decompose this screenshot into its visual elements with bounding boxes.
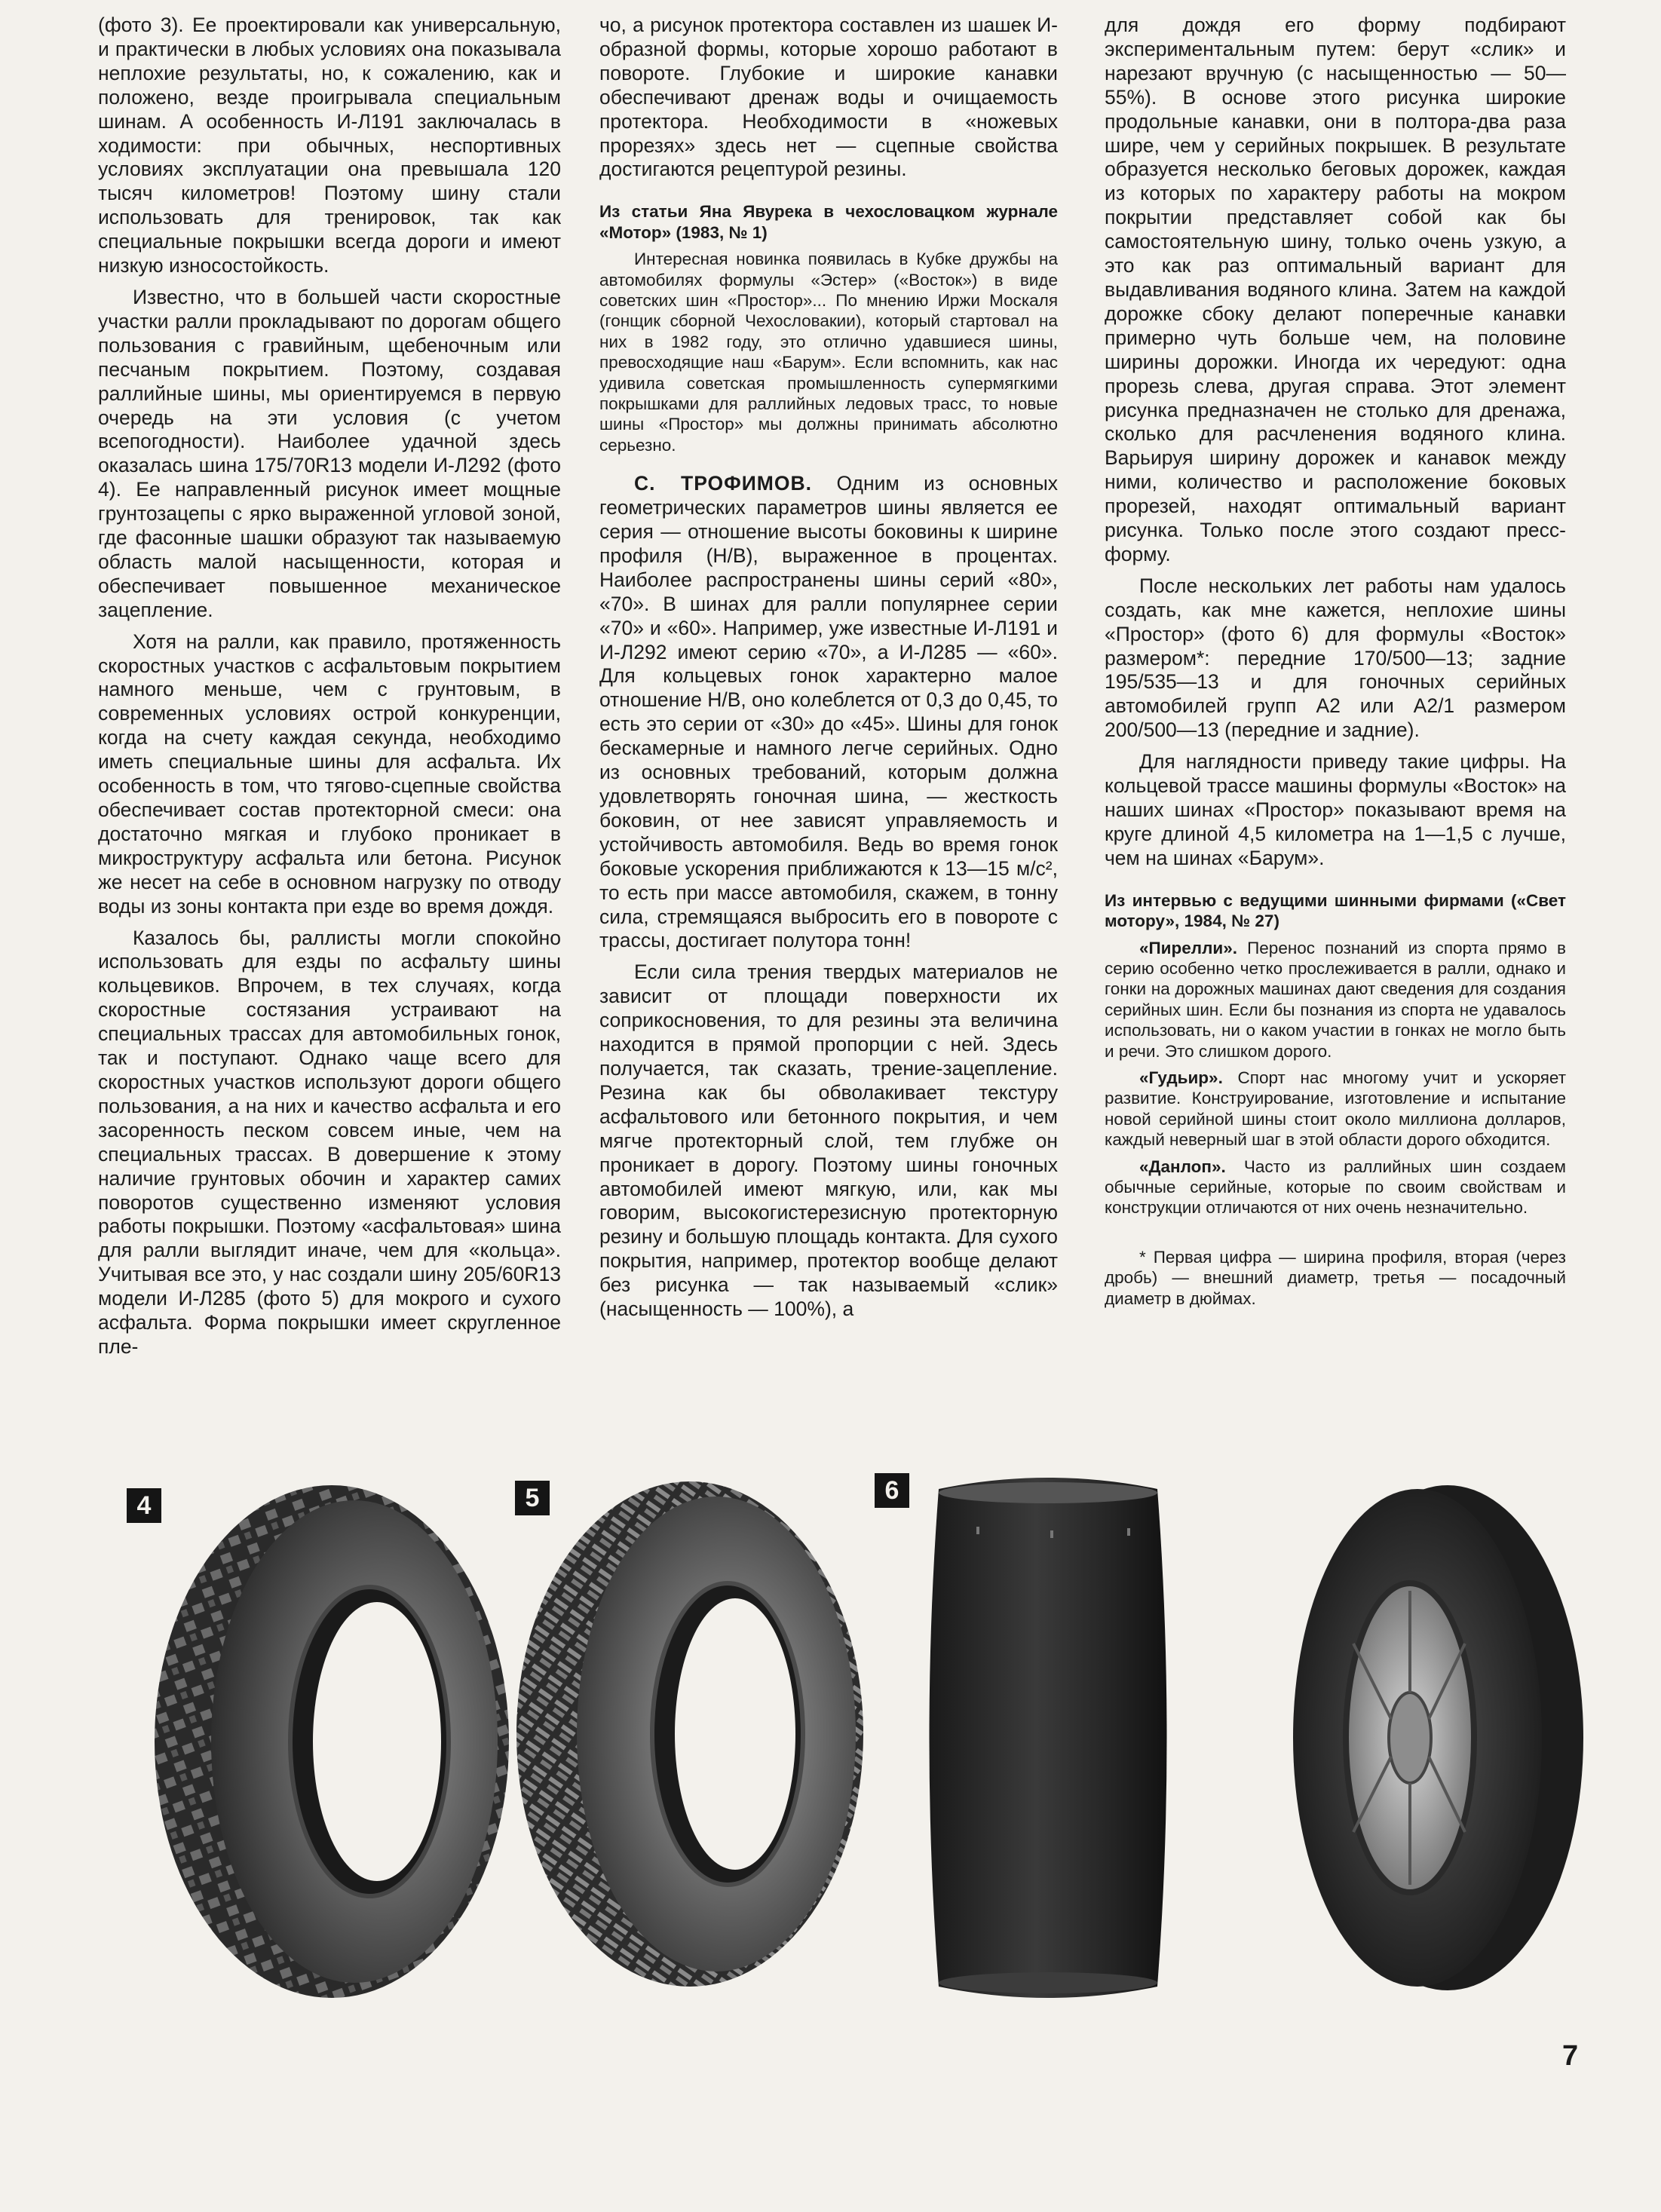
company-name: «Пирелли». (1139, 938, 1237, 957)
quote-paragraph (1105, 1157, 1566, 1218)
quote-text: Часто из раллийных шин создаем обычные серийные, которые по своим свойствам и конструкции отличаются от них очень незначительно. (1105, 1157, 1566, 1218)
source-heading: Из статьи Яна Явурека в чехословацком журнале «Мотор» (1983, № 1) (599, 202, 1058, 242)
company-name: «Гудьир». (1139, 1068, 1223, 1087)
paragraph: чо, а рисунок протектора составлен из шашек И-образной формы, которые хорошо работают в повороте. Глубокие и широкие канавки обеспечивают дренаж воды и очищаемость протектора. Необходимости в «ножевых прорезях» здесь нет — сцепные свойства достигаются рецептурой резины. (599, 14, 1058, 181)
source-heading: Из интервью с ведущими шинными фирмами («Свет мотору», 1984, № 27) (1105, 890, 1566, 931)
text-column-1 (98, 14, 561, 1359)
paragraph: Если сила трения твердых материалов не зависит от площади поверхности их соприкосновения, то для резины эта величина находится в прямой пропорции с ней. Здесь получается, так сказать, трение-зацепление. Резина как бы обволакивает текстуру асфальтового или бетонного покрытия, и чем мягче протекторный слой, тем глубже он проникает в дорогу. Поэтому шины гоночных автомобилей имеют мягкую, или, как мы говорим, высокогистерезисную протекторную резину и большую площадь контакта. Для сухого покрытия, например, протектор вообще делают без рисунка — так называемый «слик» (насыщенность — 100%), а (599, 960, 1058, 1321)
quote-text: Спорт нас многому учит и ускоряет развитие. Конструирование, изготовление и испытание новой серийной шины стоит около миллиона долларов, каждый неверный шаг в этой области дорого обходится. (1105, 1068, 1566, 1150)
photo-number-4: 4 (127, 1488, 161, 1523)
paragraph: Казалось бы, раллисты могли спокойно использовать для езды по асфальту шины кольцевиков. Впрочем, в тех случаях, когда скоростные состязания устраивают на специальных трассах для автомобильных гонок, так и поступают. Однако чаще всего для скоростных участков используют дороги общего пользования, а на них и качество асфальта и его засоренность песком совсем иные, чем на специальных трассах. В довершение к этому наличие грунтовых обочин и характер самих поворотов существенно изменяют условия работы покрышки. Поэтому «асфальтовая» шина для ралли выглядит иначе, чем для «кольца». Учитывая все это, у нас создали шину 205/60R13 модели И-Л285 (фото 5) для мокрого и сухого асфальта. Форма покрышки имеет скругленное пле- (98, 926, 561, 1358)
asphalt-tire-photo-5 (498, 1474, 875, 1994)
quote-paragraph: Интересная новинка появилась в Кубке дружбы на автомобилях формулы «Эстер» («Восток») в виде советских шин «Простор»... По мнению Иржи Москаля (гонщик сборной Чехословакии), который стартовал на них в 1982 году, это отлично удавшиеся шины, превосходящие наш «Барум». Если вспомнить, как нас удивила советская промышленность супермягкими покрышками для раллийных ледовых трасс, то новые шины «Простор» мы должны принимать абсолютно серьезно. (599, 250, 1058, 455)
paragraph: Известно, что в большей части скоростные участки ралли прокладывают по дорогам общего пользования с гравийным, щебеночным или песчаным покрытием. Поэтому, создавая раллийные шины, мы ориентируемся в первую очередь на эти условия (с учетом всепогодности). Наиболее удачной здесь оказалась шина 175/70R13 модели И-Л292 (фото 4). Ее направленный рисунок имеет мощные грунтозацепы с ярко выраженной угловой зоной, где фасонные шашки образуют так называемую область малой насыщенности, которая и обеспечивает повышенное механическое зацепление. (98, 285, 561, 621)
text-column-3 (1105, 14, 1566, 1309)
paragraph (599, 472, 1058, 953)
photo-number-6: 6 (875, 1473, 909, 1508)
paragraph: После нескольких лет работы нам удалось создать, как мне кажется, неплохие шины «Простор» (фото 6) для формулы «Восток» размером*: передние 170/500—13; задние 195/535—13 и для гоночных серийных автомобилей групп А2 или А2/1 размером 200/500—13 (передние и задние). (1105, 574, 1566, 742)
slick-tire-front-photo-6 (916, 1474, 1180, 2002)
footnote: * Первая цифра — ширина профиля, вторая (через дробь) — внешний диаметр, третья — посадочный диаметр в дюймах. (1105, 1247, 1566, 1308)
paragraph: для дождя его форму подбирают экспериментальным путем: берут «слик» и нарезают вручную (с насыщенностью — 50—55%). В основе этого рисунка широкие продольные канавки, они в полтора-два раза шире, чем у серийных покрышек. В результате образуется несколько беговых дорожек, каждая из которых по характеру работы на мокром покрытии представляет собой как бы самостоятельную шину, только очень узкую, а это как раз оптимальный вариант для выдавливания водяного клина. Затем на каждой дорожке сбоку делают поперечные канавки примерно чуть больше чем, на половине ширины дорожки. Иногда их чередуют: одна прорезь слева, другая справа. Этот элемент рисунка предназначен не столько для дренажа, сколько для расчленения водяного клина. Варьируя ширину дорожек и канавок между ними, количество и расположение боковых прорезей, находят оптимальный вариант рисунка. Только после этого создают пресс-форму. (1105, 14, 1566, 565)
rally-tire-photo-4 (128, 1478, 513, 2005)
paragraph: (фото 3). Ее проектировали как универсальную, и практически в любых условиях она показывала неплохие результаты, но, к сожалению, как и положено, везде проигрывала специальным шинам. А особенность И-Л191 заключалась в ходимости: при обычных, неспортивных условиях эксплуатации она превышала 120 тысяч километров! Поэтому шину стали использовать для тренировок, так как специальные покрышки всегда дороги и имеют низкую износостойкость. (98, 14, 561, 277)
text-column-2 (599, 14, 1058, 1322)
paragraph: Для наглядности приведу такие цифры. На кольцевой трассе машины формулы «Восток» на наших шинах «Простор» показывают время на круге длиной 4,5 километра на 1—1,5 с лучше, чем на шинах «Барум». (1105, 750, 1566, 869)
company-name: «Данлоп». (1139, 1157, 1226, 1176)
quote-paragraph (1105, 938, 1566, 1062)
quote-paragraph (1105, 1068, 1566, 1150)
paragraph-text: Одним из основных геометрических параметров шины является ее серия — отношение высоты боковины к ширине профиля (H/B), выраженное в процентах. Наиболее распространены шины серий «80», «70». В шинах для ралли популярнее серии «70» и «60». Например, уже известные И-Л191 и И-Л292 имеют серию «70», а И-Л285 — «60». Для кольцевых гонок характерно малое отношение H/B, оно колеблется от 0,3 до 0,45, то есть это серии от «30» до «45». Шины для гонок бескамерные и намного легче серийных. Одно из основных требований, которым должна удовлетворять гоночная шина, — жесткость боковин, от нее зависят управляемость и устойчивость автомобиля. Ведь во время гонок боковые ускорения приближаются к 13—15 м/с², то есть при массе автомобиля, скажем, в тонну сила, стремящаяся выбросить его в повороте с трассы, достигает полутора тонн! (599, 472, 1059, 952)
quote-text: Перенос познаний из спорта прямо в серию особенно четко прослеживается в ралли, однако и гонки на дорожных машинах дают сведения для создания серийных шин. Если бы познания из спорта не удавалось использовать, ни о каком участии в гонках не могло быть и речи. Это слишком дорого. (1105, 938, 1566, 1061)
photo-number-5: 5 (515, 1481, 550, 1515)
author-name: С. ТРОФИМОВ. (634, 472, 812, 495)
page-number: 7 (1562, 2040, 1579, 2072)
paragraph: Хотя на ралли, как правило, протяженность скоростных участков с асфальтовым покрытием намного меньше, чем с грунтовым, в современных условиях острой конкуренции, когда на счету каждая секунда, необходимо иметь специальные шины для асфальта. Их особенность в том, что тягово-сцепные свойства обеспечивает состав протекторной смеси: она достаточно мягкая и глубоко проникает в микроструктуру асфальта или бетона. Рисунок же несет на себе в основном нагрузку по отводу воды из зоны контакта при езде во время дождя. (98, 630, 561, 918)
slick-tire-with-rim-photo-6 (1270, 1478, 1587, 1998)
